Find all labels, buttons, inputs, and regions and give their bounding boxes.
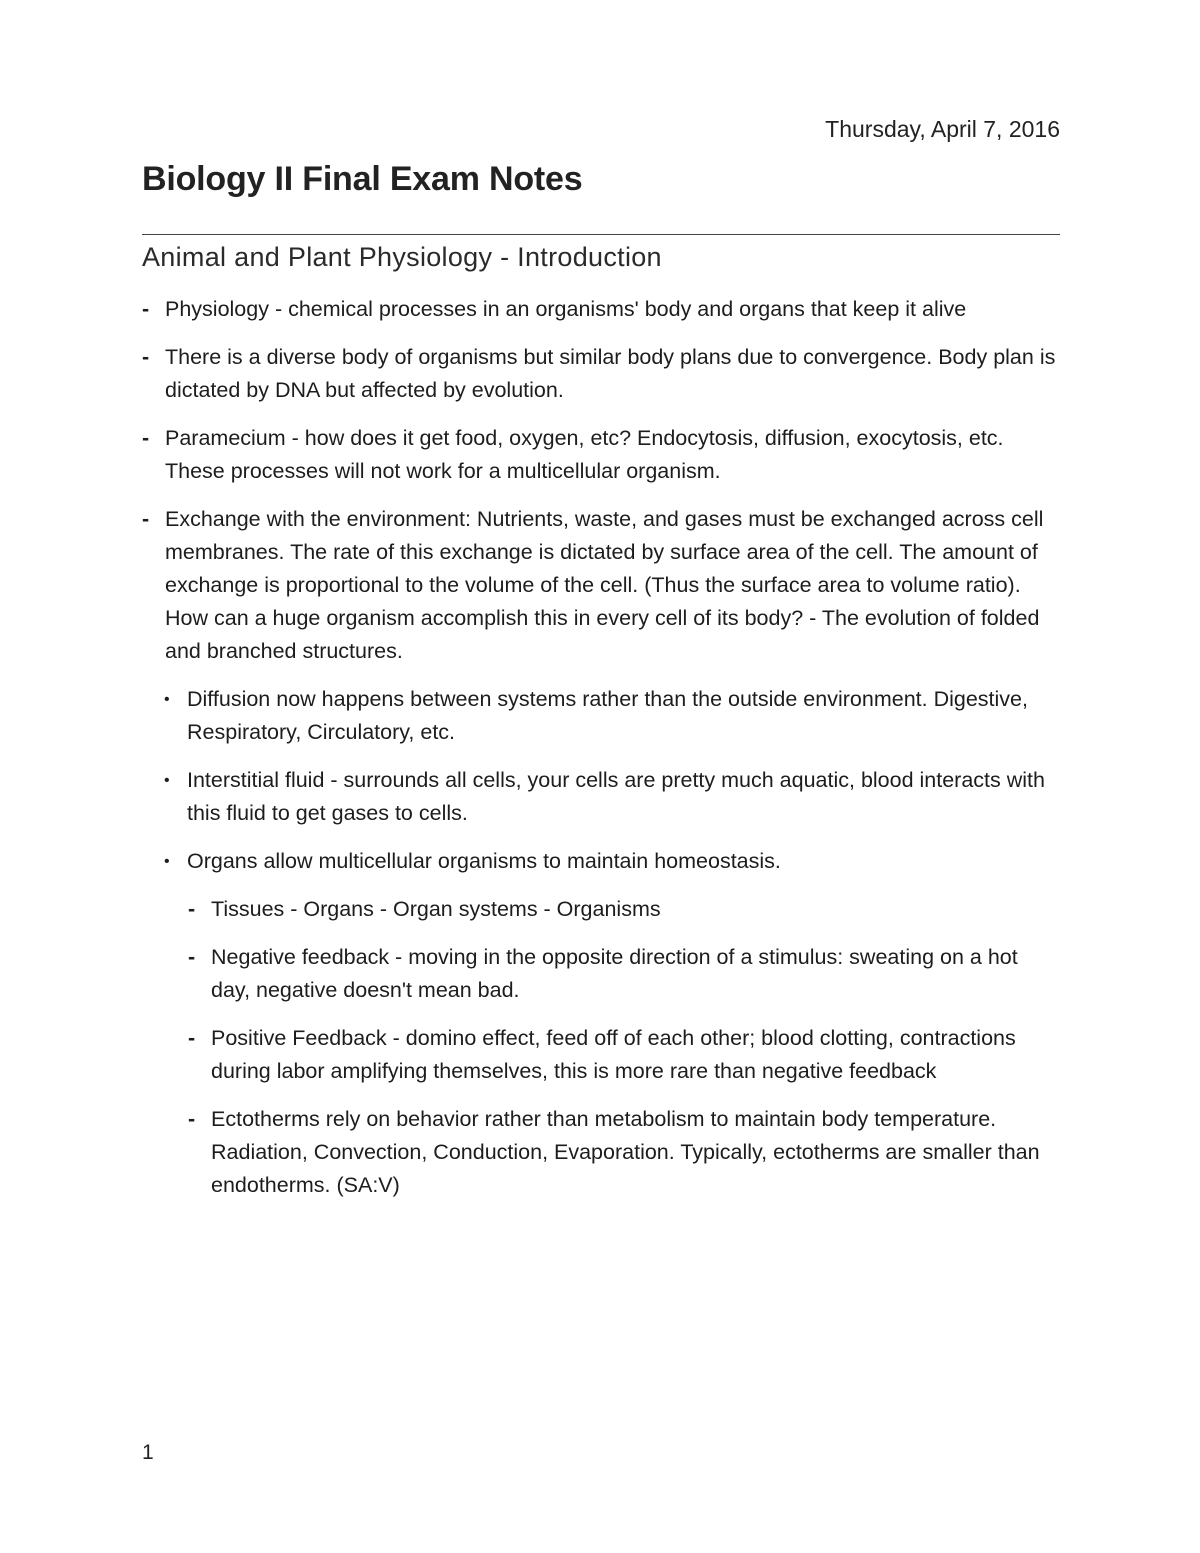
dot-bullet: •: [164, 772, 170, 789]
document-date: Thursday, April 7, 2016: [825, 116, 1060, 142]
dash-bullet: -: [142, 297, 150, 321]
dash-bullet: -: [142, 426, 150, 450]
list-item-text: Ectotherms rely on behavior rather than metabolism to maintain body temperature. Radiation, Convection, Conduction, Evaporation. Typically, ectotherms are smaller than endotherms. (SA:V): [211, 1107, 1040, 1197]
sub-list-item: [164, 845, 1062, 878]
nested-list-item: [188, 941, 1062, 1007]
list-item-text: Diffusion now happens between systems rather than the outside environment. Digestive, Respiratory, Circulatory, etc.: [187, 687, 1028, 744]
dot-bullet: •: [164, 691, 170, 708]
nested-list-item: [188, 893, 1062, 926]
dash-bullet: -: [188, 1107, 196, 1131]
dash-bullet: -: [142, 507, 150, 531]
list-item-text: Exchange with the environment: Nutrients, waste, and gases must be exchanged across cell membranes. The rate of this exchange is dictated by surface area of the cell. The amount of exchange is proportional to the volume of the cell. (Thus the surface area to volume ratio). How can a huge organism accomplish this in every cell of its body? - The evolution of folded and branched structures.: [165, 507, 1044, 663]
nested-list-item: [188, 1022, 1062, 1088]
page-number: 1: [142, 1441, 154, 1464]
list-item: [142, 293, 1062, 326]
list-item-text: Tissues - Organs - Organ systems - Organisms: [211, 897, 661, 921]
dot-bullet: •: [164, 853, 170, 870]
nested-list-item: [188, 1103, 1062, 1202]
document-title: Biology II Final Exam Notes: [142, 160, 583, 198]
title-divider: [142, 234, 1060, 235]
dash-bullet: -: [188, 1026, 196, 1050]
dash-bullet: -: [142, 345, 150, 369]
dash-bullet: -: [188, 945, 196, 969]
list-item: [142, 503, 1062, 668]
dash-bullet: -: [188, 897, 196, 921]
section-heading: Animal and Plant Physiology - Introduction: [142, 242, 662, 272]
list-item-text: Physiology - chemical processes in an organisms' body and organs that keep it alive: [165, 297, 967, 321]
list-item: [142, 422, 1062, 488]
list-item-text: Interstitial fluid - surrounds all cells, your cells are pretty much aquatic, blood interacts with this fluid to get gases to cells.: [187, 768, 1045, 825]
list-item-text: Negative feedback - moving in the opposite direction of a stimulus: sweating on a hot day, negative doesn't mean bad.: [211, 945, 1018, 1002]
list-item-text: Paramecium - how does it get food, oxygen, etc? Endocytosis, diffusion, exocytosis, etc. These processes will not work for a multicellular organism.: [165, 426, 1004, 483]
list-item: [142, 341, 1062, 407]
notes-body: [142, 293, 1062, 1217]
list-item-text: There is a diverse body of organisms but similar body plans due to convergence. Body plan is dictated by DNA but affected by evolution.: [165, 345, 1056, 402]
list-item-text: Positive Feedback - domino effect, feed off of each other; blood clotting, contractions during labor amplifying themselves, this is more rare than negative feedback: [211, 1026, 1016, 1083]
sub-list-item: [164, 683, 1062, 749]
sub-list-item: [164, 764, 1062, 830]
list-item-text: Organs allow multicellular organisms to maintain homeostasis.: [187, 849, 781, 873]
